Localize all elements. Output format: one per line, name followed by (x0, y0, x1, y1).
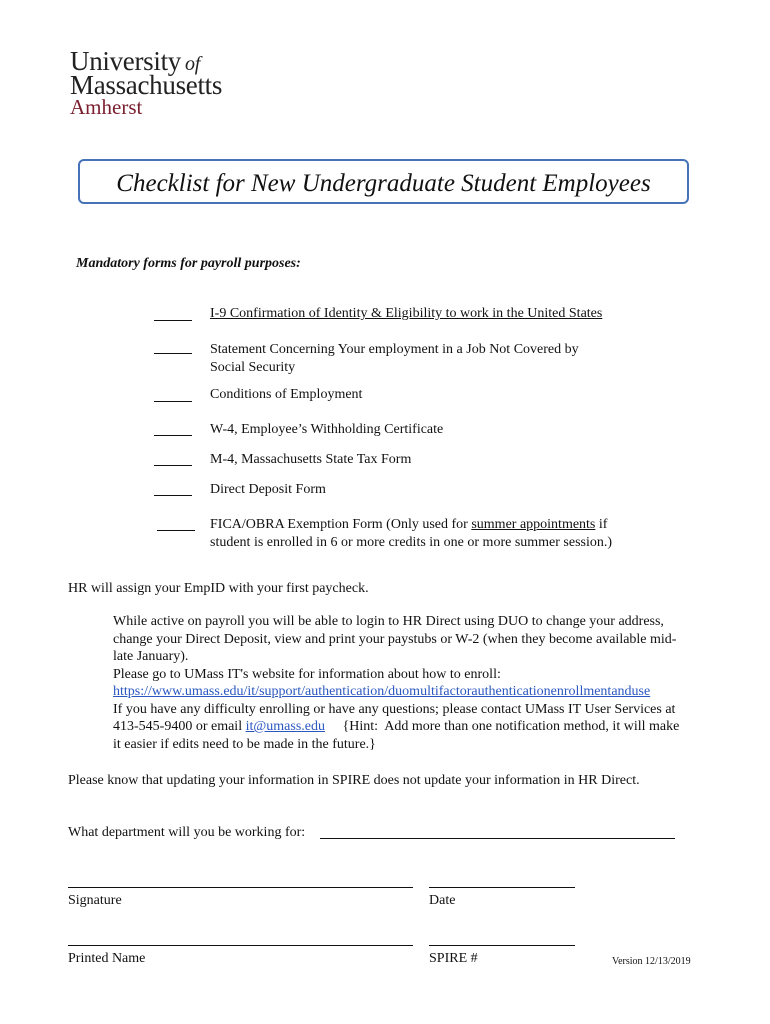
empid-note: HR will assign your EmpID with your first paycheck. (68, 581, 369, 596)
fica-text-part1: FICA/OBRA Exemption Form (Only used for (210, 517, 472, 532)
signature-field[interactable] (68, 887, 413, 888)
date-field[interactable] (429, 887, 575, 888)
checklist-item-fica-line1 (210, 516, 655, 534)
title-box (78, 159, 689, 204)
checklist-item-social-security (210, 341, 640, 377)
info-line-1: While active on payroll you will be able to login to HR Direct using DUO to change your address, (113, 614, 664, 629)
checklist-item-fica (210, 516, 655, 552)
department-label: What department will you be working for: (68, 825, 306, 840)
info-line-3: late January). (113, 649, 189, 664)
fica-text-part2: if (595, 517, 608, 532)
spire-field[interactable] (429, 945, 575, 946)
info-line-2: change your Direct Deposit, view and print your paystubs or W-2 (when they become available mid- (113, 631, 677, 647)
phone-text: 413-545-9400 or email (113, 719, 246, 734)
fica-summer-appointments: summer appointments (471, 517, 596, 532)
info-line-4: Please go to UMass IT's website for information about how to enroll: (113, 666, 501, 682)
mandatory-heading: Mandatory forms for payroll purposes: (76, 256, 301, 271)
version-label: Version 12/13/2019 (612, 956, 691, 967)
logo-amherst: Amherst (70, 95, 143, 119)
logo-word-of: of (185, 53, 200, 75)
checklist-blank-4[interactable] (154, 435, 192, 436)
department-field[interactable] (320, 838, 675, 839)
signature-label: Signature (68, 893, 122, 908)
checklist-blank-5[interactable] (154, 465, 192, 466)
checklist-blank-3[interactable] (154, 401, 192, 402)
checklist-item-conditions: Conditions of Employment (210, 387, 363, 402)
checklist-blank-2[interactable] (154, 353, 192, 354)
checklist-blank-7[interactable] (157, 530, 195, 531)
checklist-item-w4: W-4, Employee’s Withholding Certificate (210, 422, 444, 437)
checklist-item-m4: M-4, Massachusetts State Tax Form (210, 452, 412, 467)
info-line-8: it easier if edits need to be made in the future.} (113, 736, 376, 752)
email-link[interactable]: it@umass.edu (245, 719, 325, 734)
checklist-blank-1[interactable] (154, 320, 192, 321)
date-label: Date (429, 893, 456, 908)
logo-massachusetts: Massachusetts (70, 70, 223, 100)
checklist-blank-6[interactable] (154, 495, 192, 496)
duo-enrollment-link[interactable]: https://www.umass.edu/it/support/authentication/duomultifactorauthenticationenrollmentanduse (113, 684, 651, 699)
checklist-item-i9-label: I-9 Confirmation of Identity & Eligibility to work in the United States (210, 306, 603, 321)
printed-name-field[interactable] (68, 945, 413, 946)
spire-label: SPIRE # (429, 951, 478, 966)
checklist-item-social-security-line1: Statement Concerning Your employment in a Job Not Covered by (210, 342, 579, 357)
spire-note: Please know that updating your information in SPIRE does not update your information in HR Direct. (68, 773, 640, 788)
info-line-7 (113, 718, 713, 736)
page-title: Checklist for New Undergraduate Student Employees (116, 170, 651, 197)
hr-direct-info (113, 613, 713, 753)
checklist-item-social-security-line2: Social Security (210, 360, 296, 375)
checklist-item-fica-line2: student is enrolled in 6 or more credits in one or more summer session.) (210, 535, 613, 550)
logo-word-university: University (70, 46, 181, 76)
hint-text: {Hint: Add more than one notification method, it will make (324, 719, 680, 734)
printed-name-label: Printed Name (68, 951, 146, 966)
checklist-item-direct-deposit: Direct Deposit Form (210, 482, 326, 497)
info-line-6: If you have any difficulty enrolling or have any questions; please contact UMass IT User Services at (113, 701, 676, 717)
checklist-item-i9 (210, 305, 640, 323)
